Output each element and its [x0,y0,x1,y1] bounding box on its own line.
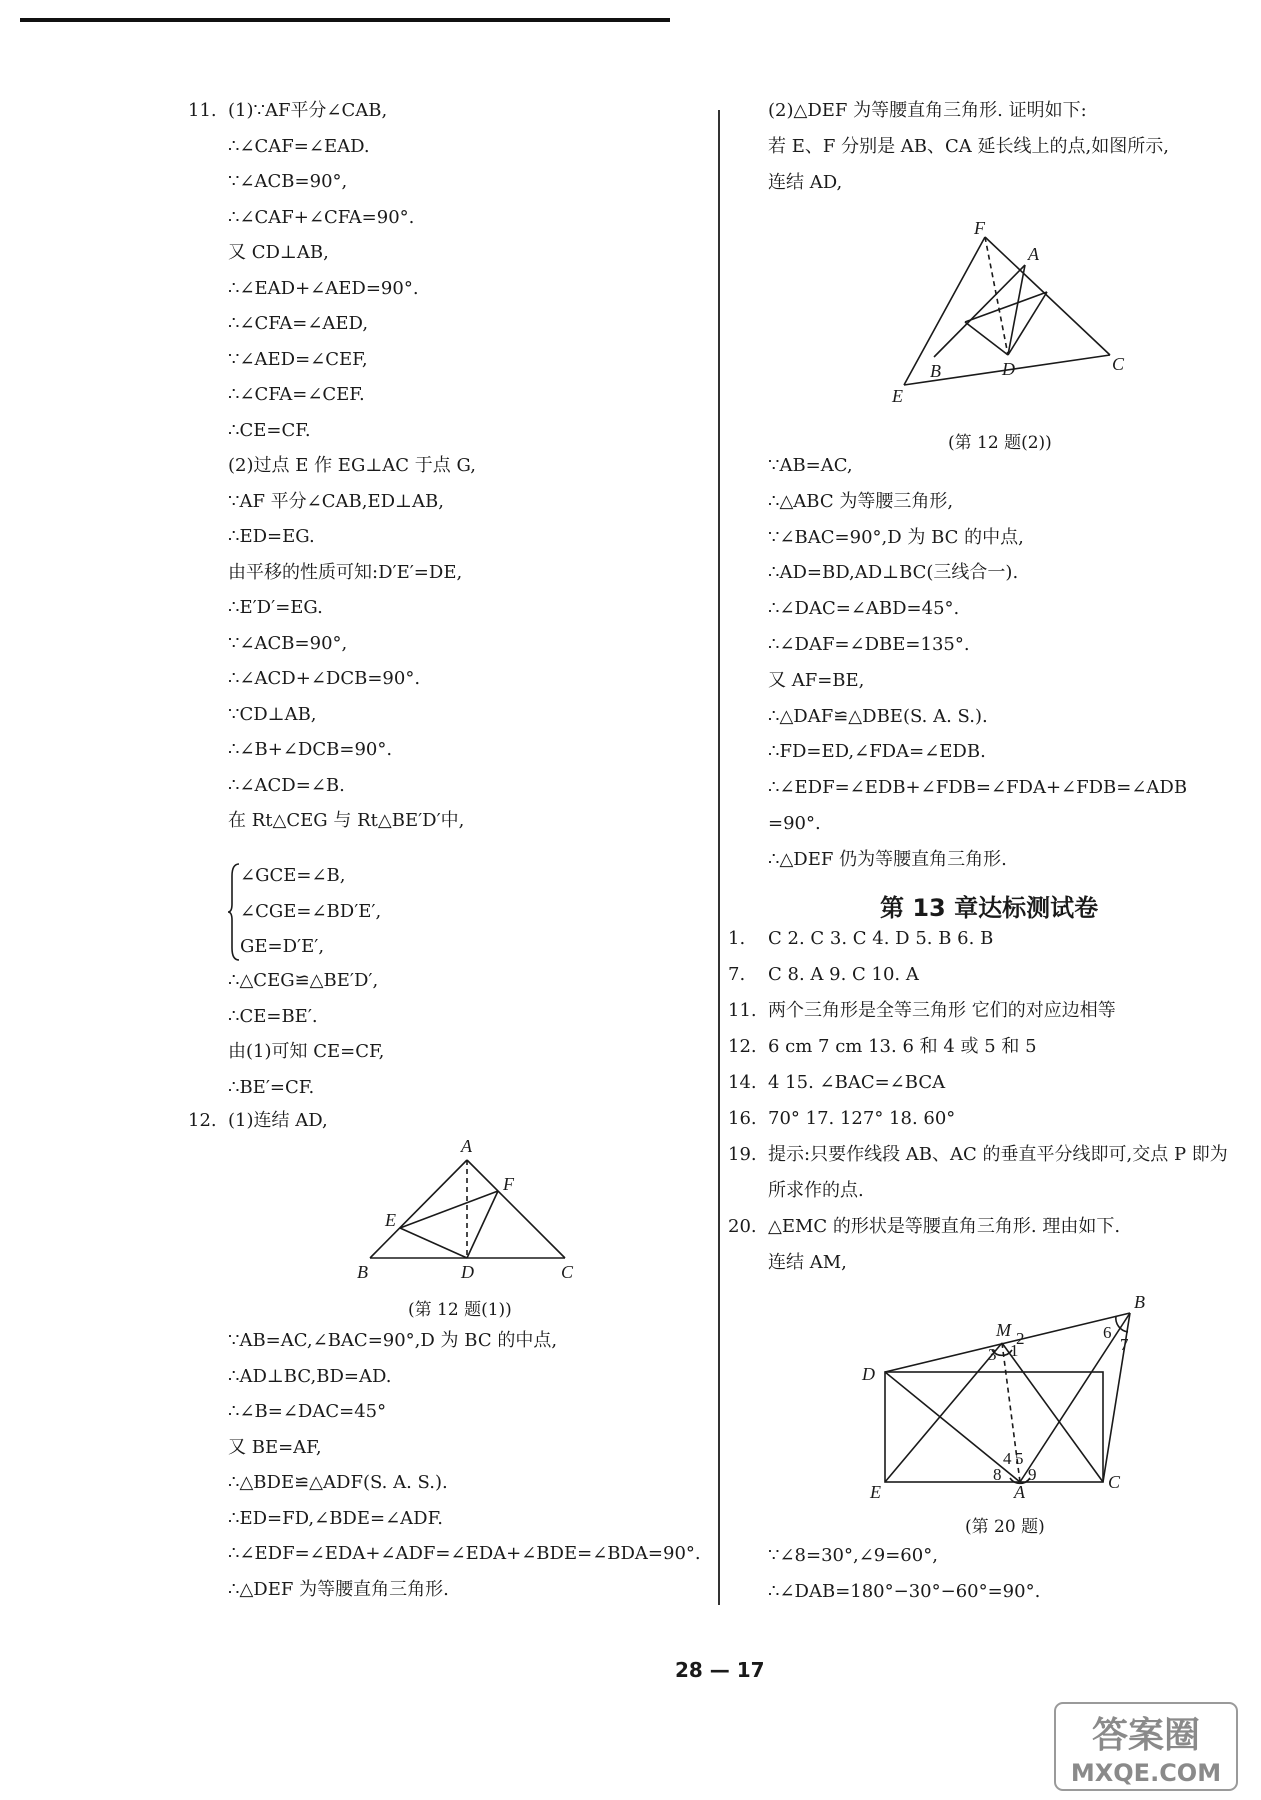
top-rule [20,18,670,22]
answer-text: 连结 AM, [768,1252,847,1273]
section-title: 第 13 章达标测试卷 [880,894,1099,922]
segment-em [885,1343,1002,1482]
label-angle-4: 4 [1003,1449,1012,1468]
proof-line: ∴FD=ED,∠FDA=∠EDB. [768,741,986,763]
label-e: E [870,1482,881,1498]
answer-number: 7. [728,964,746,985]
figure-12-1 [355,1138,585,1283]
label-c: C [1108,1472,1121,1492]
answer-number: 11. [728,1000,757,1021]
question-11-number: 11. [188,100,217,121]
proof-line: ∴∠CFA=∠AED, [228,313,369,334]
label-angle-1: 1 [1010,1341,1019,1360]
label-c: C [561,1262,574,1282]
proof-line: ∴∠CFA=∠CEF. [228,384,365,405]
proof-line: 由平移的性质可知:D′E′=DE, [228,561,463,583]
answer-text: △EMC 的形状是等腰直角三角形. 理由如下. [768,1216,1121,1237]
proof-line: 连结 AD, [768,172,843,193]
answer-text: 提示:只要作线段 AB、AC 的垂直平分线即可,交点 P 即为 [768,1144,1228,1165]
label-d: D [1002,359,1015,379]
proof-line: ∵AF 平分∠CAB,ED⊥AB, [228,490,444,512]
proof-line: 又 BE=AF, [228,1436,322,1458]
proof-line: ∴CE=BE′. [228,1005,318,1027]
brace-line: ∠CGE=∠BD′E′, [240,900,382,922]
proof-line: ∴∠DAF=∠DBE=135°. [768,634,970,655]
answer-text: C 2. C 3. C 4. D 5. B 6. B [768,928,994,949]
label-f: F [974,218,985,238]
proof-line: ∵∠AED=∠CEF, [228,348,368,370]
segment-inner-1 [965,292,1047,322]
proof-line: (1)∵AF平分∠CAB, [228,100,388,121]
answer-number: 1. [728,928,746,949]
watermark-url: MXQE.COM [1070,1759,1222,1787]
answer-number: 19. [728,1144,757,1165]
segment-ab [1020,1313,1130,1482]
proof-line: ∴△DEF 为等腰直角三角形. [228,1578,449,1600]
label-angle-9: 9 [1028,1465,1037,1484]
proof-line: ∴△CEG≌△BE′D′, [228,970,379,991]
label-m: M [996,1320,1011,1340]
proof-line: ∴∠EDF=∠EDB+∠FDB=∠FDA+∠FDB=∠ADB [768,777,1188,799]
label-angle-2: 2 [1016,1329,1025,1348]
label-b: B [1134,1292,1145,1312]
proof-line: (2)过点 E 作 EG⊥AC 于点 G, [228,455,476,476]
proof-line: ∴∠DAC=∠ABD=45°. [768,598,960,620]
proof-line: 又 CD⊥AB, [228,242,329,263]
proof-line: ∴△BDE≌△ADF(S. A. S.). [228,1472,448,1493]
answer-number: 16. [728,1108,757,1129]
label-b: B [930,361,941,381]
proof-line: ∴△DAF≌△DBE(S. A. S.). [768,705,988,727]
figure-12-2 [880,212,1130,407]
label-a: A [1028,244,1039,264]
answer-number: 20. [728,1216,757,1237]
proof-line: ∴∠ACD=∠B. [228,774,345,796]
proof-line: ∵CD⊥AB, [228,703,317,725]
proof-line: ∴∠CAF+∠CFA=90°. [228,206,415,228]
proof-line: ∴ED=FD,∠BDE=∠ADF. [228,1507,443,1529]
proof-line: ∴∠DAB=180°−30°−60°=90°. [768,1581,1041,1602]
proof-line: ∴∠EAD+∠AED=90°. [228,277,419,299]
proof-line: 由(1)可知 CE=CF, [228,1041,385,1062]
proof-line: ∵AB=AC, [768,455,853,476]
question-12-first-line: (1)连结 AD, [228,1110,328,1131]
proof-line: ∴ED=EG. [228,526,315,547]
proof-line: ∴∠EDF=∠EDA+∠ADF=∠EDA+∠BDE=∠BDA=90°. [228,1543,701,1564]
left-brace [228,862,240,962]
answer-text: 70° 17. 127° 18. 60° [768,1108,956,1129]
proof-line: 若 E、F 分别是 AB、CA 延长线上的点,如图所示, [768,136,1169,157]
proof-line: ∵∠ACB=90°, [228,632,348,654]
label-c: C [1112,354,1125,374]
answer-text: 所求作的点. [768,1180,864,1201]
proof-line: ∴∠ACD+∠DCB=90°. [228,668,421,689]
watermark-logo [1051,1699,1241,1794]
label-angle-3: 3 [988,1345,997,1364]
watermark-title: 答案圈 [1091,1715,1201,1756]
page-number: 28 — 17 [675,1658,765,1682]
proof-line: ∴CE=CF. [228,419,311,441]
figure-12-1-caption: (第 12 题(1)) [408,1300,512,1320]
proof-line: =90°. [768,813,821,834]
label-e: E [892,386,903,406]
segment-ac [467,1160,565,1258]
question-12-number: 12. [188,1110,217,1131]
segment-inner-2 [965,322,1008,355]
brace-line: GE=D′E′, [240,936,325,957]
label-angle-6: 6 [1103,1323,1112,1342]
label-angle-8: 8 [993,1465,1002,1484]
segment-ba [934,265,1025,357]
figure-20 [860,1288,1160,1498]
proof-line: 在 Rt△CEG 与 Rt△BE′D′中, [228,810,465,831]
label-angle-5: 5 [1015,1449,1024,1468]
proof-line: ∴△DEF 仍为等腰直角三角形. [768,848,1007,870]
proof-line: ∴∠B+∠DCB=90°. [228,739,393,760]
proof-line: ∴△ABC 为等腰三角形, [768,490,954,512]
proof-line: ∴E′D′=EG. [228,597,323,618]
figure-12-2-caption: (第 12 题(2)) [948,433,1052,453]
label-e: E [385,1210,396,1230]
proof-line: ∵∠BAC=90°,D 为 BC 的中点, [768,526,1024,548]
label-a: A [1014,1482,1025,1498]
proof-line: ∴∠CAF=∠EAD. [228,135,370,157]
label-a: A [461,1138,472,1156]
label-b: B [357,1262,368,1282]
answer-number: 12. [728,1036,757,1057]
proof-line: ∴AD⊥BC,BD=AD. [228,1365,392,1387]
answer-text: C 8. A 9. C 10. A [768,964,919,985]
proof-line: ∵∠ACB=90°, [228,171,348,192]
proof-line: 又 AF=BE, [768,669,865,691]
segment-ef [904,237,985,385]
answer-text: 4 15. ∠BAC=∠BCA [768,1072,946,1093]
proof-line: ∴∠B=∠DAC=45° [228,1401,387,1422]
label-f: F [503,1174,514,1194]
column-divider [718,110,720,1605]
label-angle-7: 7 [1120,1335,1129,1354]
answer-text: 6 cm 7 cm 13. 6 和 4 或 5 和 5 [768,1036,1037,1057]
proof-line: ∵∠8=30°,∠9=60°, [768,1545,938,1566]
answer-text: 两个三角形是全等三角形 它们的对应边相等 [768,1000,1116,1021]
segment-ed [400,1228,467,1258]
answer-number: 14. [728,1072,757,1093]
proof-line: ∵AB=AC,∠BAC=90°,D 为 BC 的中点, [228,1330,558,1351]
brace-line: ∠GCE=∠B, [240,865,346,886]
figure-20-caption: (第 20 题) [965,1517,1045,1537]
proof-line: ∴AD=BD,AD⊥BC(三线合一). [768,562,1019,584]
proof-line: ∴BE′=CF. [228,1076,315,1098]
label-d: D [461,1262,474,1282]
proof-line: (2)△DEF 为等腰直角三角形. 证明如下: [768,100,1087,121]
label-d: D [862,1364,875,1384]
